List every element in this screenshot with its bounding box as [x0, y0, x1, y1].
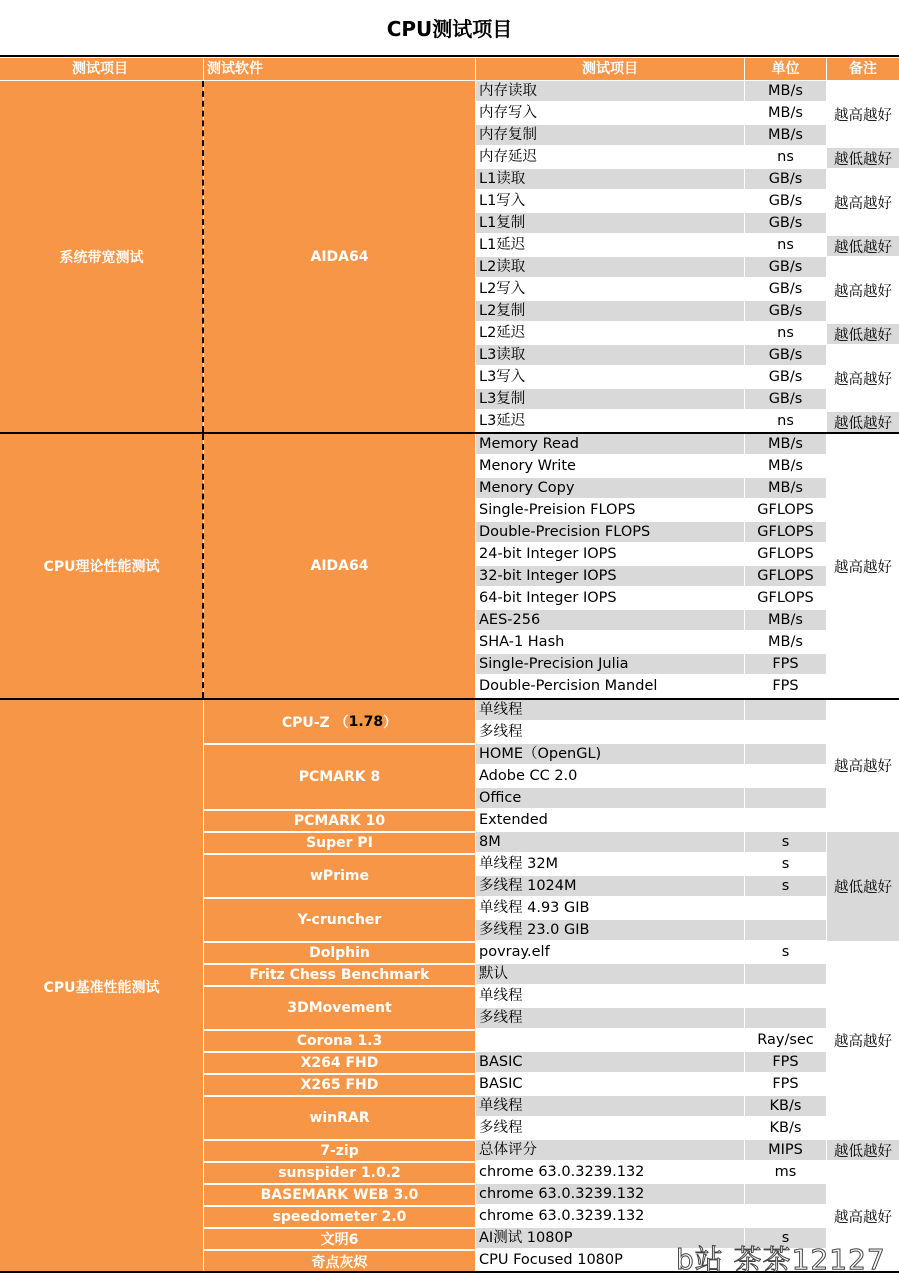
note: 越低越好 [827, 148, 899, 168]
software-fritz: Fritz Chess Benchmark [204, 965, 475, 986]
row-item: Extended [479, 812, 548, 828]
row-unit: KB/s [769, 1120, 802, 1136]
row-item: L2写入 [479, 281, 526, 297]
header-software: 测试软件 [204, 58, 475, 80]
note: 越高越好 [834, 759, 892, 775]
row-item: 总体评分 [476, 1140, 744, 1160]
row-unit: MB/s [745, 478, 826, 498]
note: 越低越好 [827, 236, 899, 256]
row-unit [745, 898, 826, 918]
row-item: 64-bit Integer IOPS [479, 590, 617, 606]
row-item: L1读取 [476, 169, 744, 189]
page-title: CPU测试项目 [0, 0, 899, 57]
row-unit: s [745, 1228, 826, 1248]
row-item: 多线程 1024M [476, 876, 744, 896]
row-unit [745, 1008, 826, 1028]
row-unit [745, 986, 826, 1006]
row-unit: GB/s [745, 257, 826, 277]
row-unit: FPS [772, 1076, 799, 1092]
row-unit: MIPS [745, 1140, 826, 1160]
row-unit: GB/s [768, 281, 803, 297]
row-unit [745, 1184, 826, 1204]
row-unit [745, 722, 826, 742]
row-item: L2复制 [476, 301, 744, 321]
row-unit: s [745, 876, 826, 896]
divider [202, 81, 204, 432]
row-item: AES-256 [476, 610, 744, 630]
row-item: 单线程 [476, 700, 744, 720]
row-item: L1复制 [476, 213, 744, 233]
row-item: L1写入 [479, 193, 526, 209]
row-item: 单线程 32M [479, 856, 559, 872]
row-unit: GFLOPS [757, 502, 814, 518]
software-civ6: 文明6 [204, 1229, 475, 1250]
row-item: L3延迟 [479, 413, 526, 429]
row-unit: ns [777, 149, 794, 165]
row-item: SHA-1 Hash [479, 634, 565, 650]
row-item: BASIC [476, 1052, 744, 1072]
cpuz-close: ） [383, 714, 398, 731]
row-unit: GFLOPS [757, 590, 814, 606]
note: 越低越好 [827, 324, 899, 344]
row-item: AI测试 1080P [476, 1228, 744, 1248]
row-unit [745, 700, 826, 720]
category-bandwidth: 系统带宽测试 [0, 81, 203, 432]
row-unit: ns [777, 413, 794, 429]
software-aida64-bandwidth: AIDA64 [204, 81, 475, 432]
row-unit: MB/s [745, 434, 826, 454]
row-unit: s [781, 944, 790, 960]
row-unit: ns [777, 237, 794, 253]
header-note: 备注 [827, 58, 899, 80]
software-wprime: wPrime [204, 855, 475, 898]
row-item: Single-Preision FLOPS [479, 502, 636, 518]
header-item: 测试项目 [476, 58, 744, 80]
row-item: 内存复制 [476, 125, 744, 145]
row-unit: GB/s [745, 213, 826, 233]
row-unit: MB/s [745, 125, 826, 145]
row-item: BASIC [479, 1076, 523, 1092]
note: 越高越好 [834, 283, 892, 300]
row-item: CPU Focused 1080P [479, 1252, 623, 1268]
note: 越高越好 [834, 371, 892, 388]
software-ycruncher: Y-cruncher [204, 899, 475, 942]
row-item: L2延迟 [479, 325, 526, 341]
row-item: Double-Precision FLOPS [476, 522, 744, 542]
row-item: 32-bit Integer IOPS [476, 566, 744, 586]
divider [0, 432, 899, 434]
row-item: L1延迟 [479, 237, 526, 253]
row-item: HOME（OpenGL) [476, 744, 744, 764]
row-item: 内存写入 [479, 105, 537, 121]
divider [202, 434, 204, 698]
row-item: 24-bit Integer IOPS [479, 546, 617, 562]
row-item: chrome 63.0.3239.132 [476, 1184, 744, 1204]
row-item: 多线程 [476, 1008, 744, 1028]
row-unit: GB/s [768, 193, 803, 209]
note: 越低越好 [827, 412, 899, 432]
row-item: L3读取 [476, 345, 744, 365]
row-item: 单线程 [479, 988, 523, 1004]
software-sunspider: sunspider 1.0.2 [204, 1163, 475, 1184]
row-item: Memory Read [476, 434, 744, 454]
row-unit: MB/s [768, 458, 803, 474]
row-unit [745, 964, 826, 984]
row-item: 单线程 [476, 1096, 744, 1116]
note: 越高越好 [834, 559, 892, 576]
software-basemark: BASEMARK WEB 3.0 [204, 1185, 475, 1206]
header-unit: 单位 [745, 58, 826, 80]
row-unit [745, 766, 826, 786]
row-unit [745, 810, 826, 830]
row-unit [745, 788, 826, 808]
row-unit: GB/s [745, 389, 826, 409]
row-item: 内存读取 [476, 81, 744, 101]
row-item: L2读取 [476, 257, 744, 277]
row-item: 单线程 4.93 GIB [479, 900, 590, 916]
row-unit: GFLOPS [745, 566, 826, 586]
row-unit [745, 920, 826, 940]
note: 越高越好 [834, 195, 892, 212]
row-item: L3复制 [476, 389, 744, 409]
row-item: Menory Copy [476, 478, 744, 498]
row-unit: ms [774, 1164, 797, 1180]
header-category: 测试项目 [0, 58, 203, 80]
row-item: 默认 [476, 964, 744, 984]
row-unit: GB/s [745, 301, 826, 321]
software-ashes: 奇点灰烬 [204, 1251, 475, 1273]
row-unit: FPS [772, 678, 799, 694]
row-unit: MB/s [745, 81, 826, 101]
row-unit: FPS [745, 654, 826, 674]
note: 越低越好 [827, 1140, 899, 1160]
cpuz-version: 1.78 [348, 713, 384, 730]
note: 越高越好 [834, 1209, 892, 1226]
row-item: 多线程 23.0 GIB [476, 920, 744, 940]
row-unit: MB/s [745, 610, 826, 630]
row-unit: s [745, 832, 826, 852]
row-item: Adobe CC 2.0 [479, 768, 578, 784]
row-unit: GB/s [745, 169, 826, 189]
software-7zip: 7-zip [204, 1141, 475, 1162]
row-unit: ns [777, 325, 794, 341]
row-unit: s [781, 856, 790, 872]
note: 越高越好 [834, 1034, 892, 1050]
category-benchmark: CPU基准性能测试 [0, 700, 203, 1273]
software-corona: Corona 1.3 [204, 1031, 475, 1052]
software-x265: X265 FHD [204, 1075, 475, 1096]
row-unit: FPS [745, 1052, 826, 1072]
row-item [476, 1030, 744, 1050]
row-unit: GFLOPS [757, 546, 814, 562]
watermark: b站 茶茶12127 [676, 1243, 886, 1276]
software-speedometer: speedometer 2.0 [204, 1207, 475, 1228]
software-aida64-theoretical: AIDA64 [204, 434, 475, 698]
software-superpi: Super PI [204, 833, 475, 854]
row-unit: GFLOPS [745, 522, 826, 542]
row-unit: MB/s [768, 634, 803, 650]
row-item: povray.elf [479, 944, 550, 960]
software-cpuz [204, 700, 475, 744]
row-item: 8M [476, 832, 744, 852]
software-dolphin: Dolphin [204, 943, 475, 964]
row-item: 内存延迟 [479, 149, 537, 165]
software-pcmark8: PCMARK 8 [204, 745, 475, 810]
software-pcmark10: PCMARK 10 [204, 811, 475, 832]
row-item: Double-Percision Mandel [479, 678, 658, 694]
divider [0, 698, 899, 700]
software-winrar: winRAR [204, 1097, 475, 1140]
row-item: Single-Precision Julia [476, 654, 744, 674]
row-unit: KB/s [745, 1096, 826, 1116]
note: 越低越好 [827, 832, 899, 941]
row-item: chrome 63.0.3239.132 [479, 1208, 645, 1224]
software-x264: X264 FHD [204, 1053, 475, 1074]
row-unit [745, 744, 826, 764]
cpuz-name: CPU-Z （ [281, 714, 349, 731]
row-unit: GB/s [768, 369, 803, 385]
row-item: chrome 63.0.3239.132 [479, 1164, 645, 1180]
row-item: L3写入 [479, 369, 526, 385]
row-item: 多线程 [479, 724, 523, 740]
row-unit: Ray/sec [757, 1032, 814, 1048]
row-unit [745, 1206, 826, 1226]
category-theoretical: CPU理论性能测试 [0, 434, 203, 698]
row-item: Menory Write [479, 458, 576, 474]
row-unit: GB/s [745, 345, 826, 365]
software-3dmovement: 3DMovement [204, 987, 475, 1030]
row-unit: MB/s [768, 105, 803, 121]
row-item: Office [476, 788, 744, 808]
note: 越高越好 [834, 107, 892, 124]
row-item: 多线程 [479, 1120, 523, 1136]
